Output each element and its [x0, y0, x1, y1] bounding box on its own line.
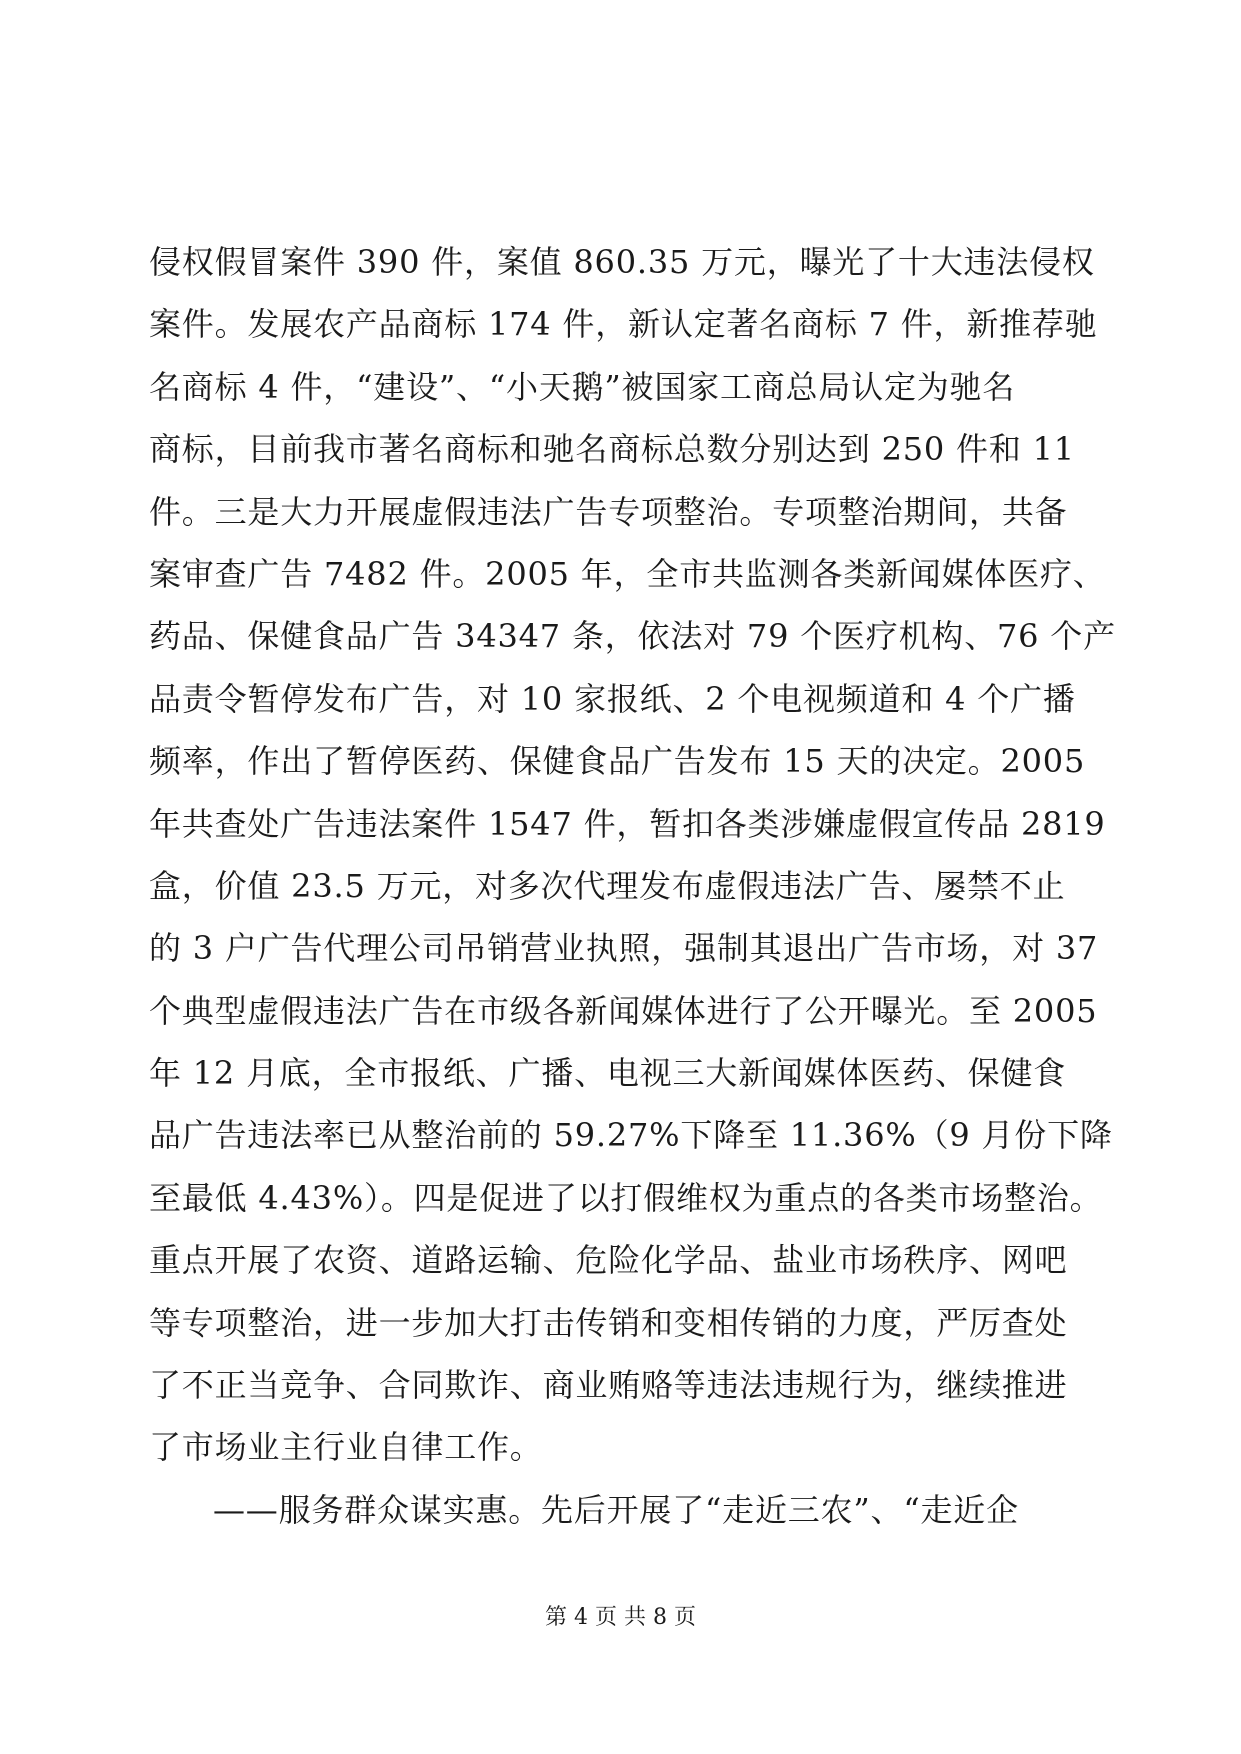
- text-line-10: 年共查处广告违法案件 1547 件，暂扣各类涉嫌虚假宣传品 2819: [149, 804, 1106, 843]
- text-line-5: 件。三是大力开展虚假违法广告专项整治。专项整治期间，共备: [149, 492, 1068, 531]
- page-footer: [0, 1600, 1241, 1631]
- text-line-4: 商标，目前我市著名商标和驰名商标总数分别达到 250 件和 11: [149, 430, 1075, 469]
- text-line-9: 频率，作出了暂停医药、保健食品广告发布 15 天的决定。2005: [149, 742, 1086, 781]
- text-line-13: 个典型虚假违法广告在市级各新闻媒体进行了公开曝光。至 2005: [149, 991, 1098, 1030]
- text-line-15: 品广告违法率已从整治前的 59.27%下降至 11.36%（9 月份下降: [149, 1116, 1113, 1155]
- text-line-8: 品责令暂停发布广告，对 10 家报纸、2 个电视频道和 4 个广播: [149, 679, 1076, 718]
- text-line-21: ——服务群众谋实惠。先后开展了“走近三农”、“走近企: [213, 1490, 1019, 1529]
- text-line-3: 名商标 4 件，“建设”、“小天鹅”被国家工商总局认定为驰名: [149, 367, 1016, 406]
- text-line-17: 重点开展了农资、道路运输、危险化学品、盐业市场秩序、网吧: [149, 1241, 1068, 1280]
- text-line-18: 等专项整治，进一步加大打击传销和变相传销的力度，严厉查处: [149, 1303, 1068, 1342]
- text-line-7: 药品、保健食品广告 34347 条，依法对 79 个医疗机构、76 个产: [149, 617, 1116, 656]
- text-line-16: 至最低 4.43%）。四是促进了以打假维权为重点的各类市场整治。: [149, 1178, 1103, 1217]
- text-line-12: 的 3 户广告代理公司吊销营业执照，强制其退出广告市场，对 37: [149, 929, 1099, 968]
- text-line-6: 案审查广告 7482 件。2005 年，全市共监测各类新闻媒体医疗、: [149, 554, 1106, 593]
- text-line-20: 了市场业主行业自律工作。: [149, 1428, 543, 1467]
- text-line-19: 了不正当竞争、合同欺诈、商业贿赂等违法违规行为，继续推进: [149, 1366, 1068, 1405]
- body-text: [149, 231, 1116, 1541]
- text-line-1: 侵权假冒案件 390 件，案值 860.35 万元，曝光了十大违法侵权: [149, 243, 1095, 281]
- text-line-11: 盒，价值 23.5 万元，对多次代理发布虚假违法广告、屡禁不止: [149, 866, 1066, 905]
- text-line-2: 案件。发展农产品商标 174 件，新认定著名商标 7 件，新推荐驰: [149, 305, 1098, 344]
- page-number: 第 4 页 共 8 页: [545, 1605, 696, 1630]
- text-line-14: 年 12 月底，全市报纸、广播、电视三大新闻媒体医药、保健食: [149, 1054, 1067, 1093]
